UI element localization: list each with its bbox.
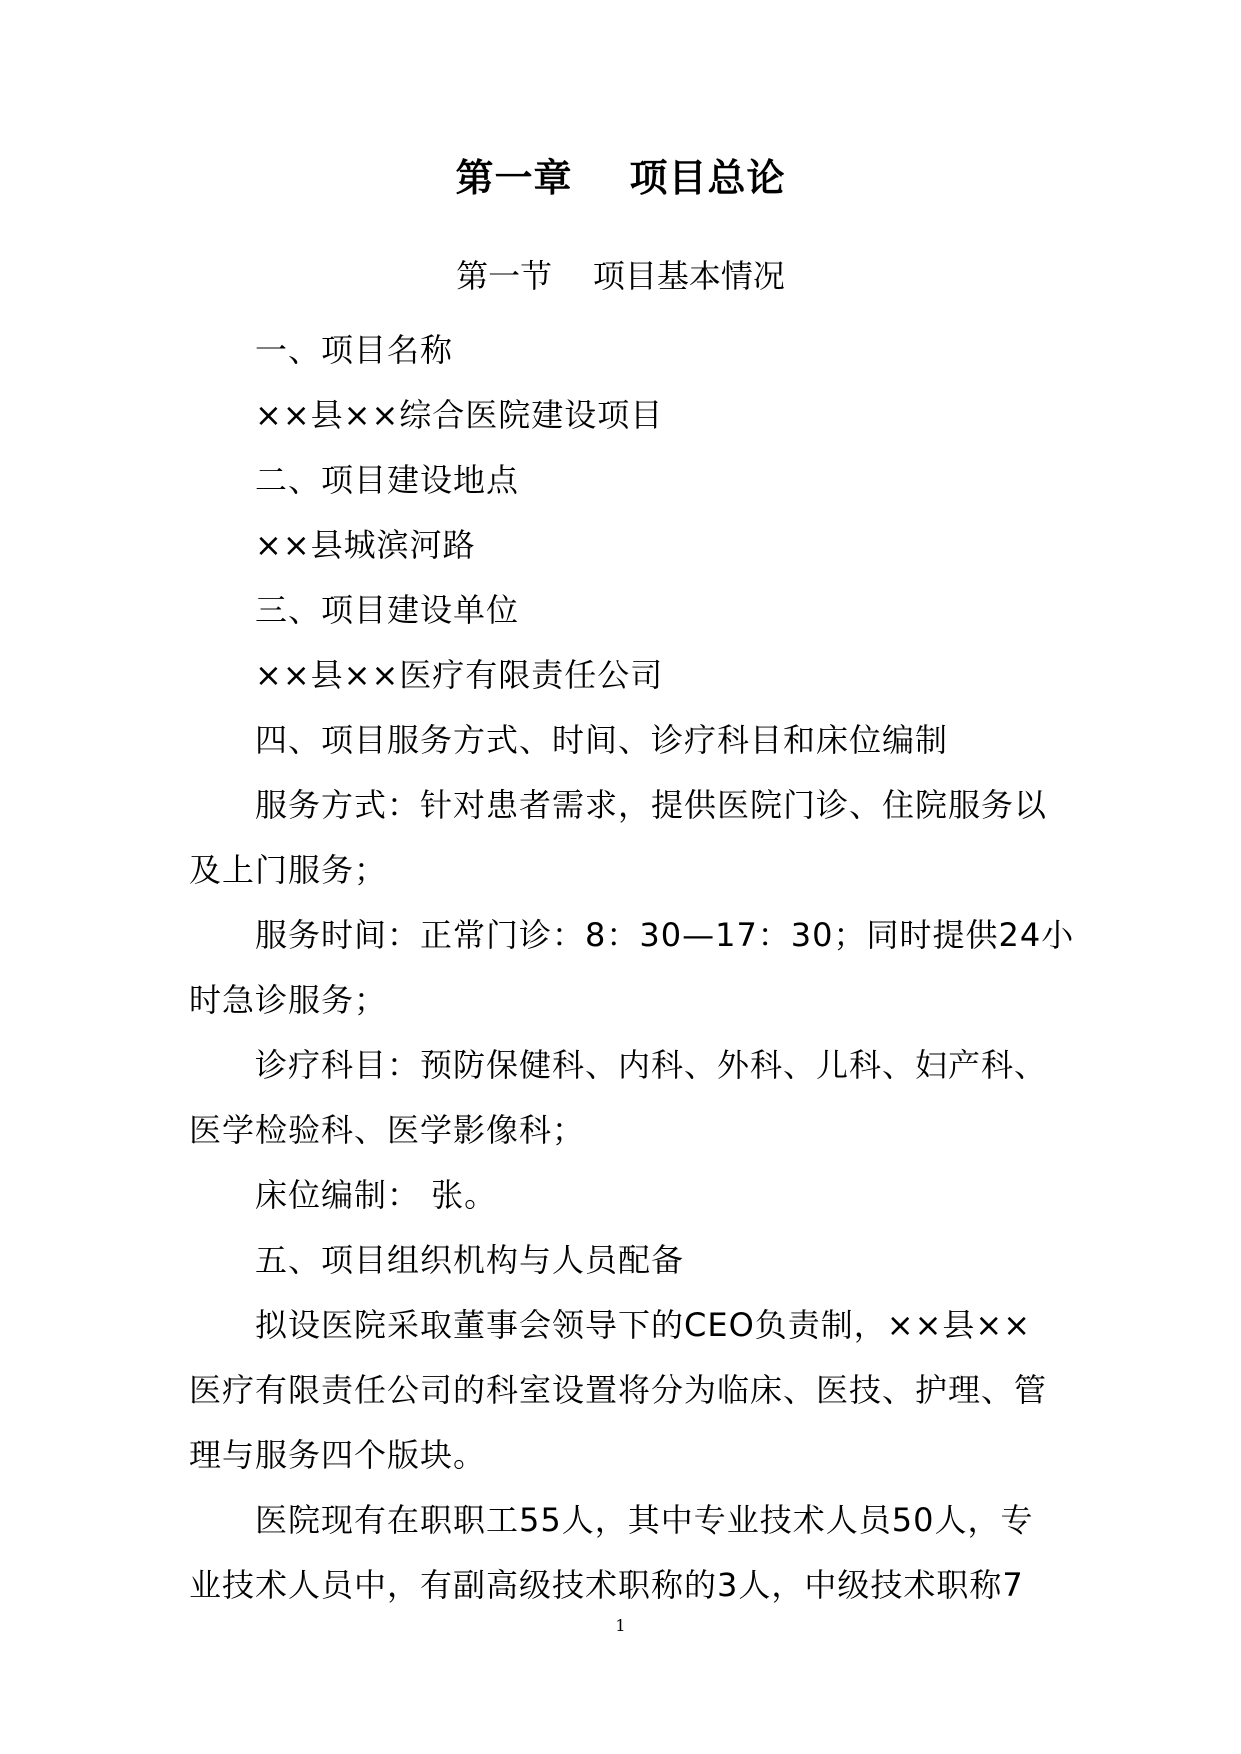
page-number: 1 <box>615 1616 626 1635</box>
text-line: 一、项目名称 <box>255 331 454 369</box>
text-line: ××县××综合医院建设项目 <box>255 396 664 434</box>
chapter-title: 第一章 项目总论 <box>455 156 786 200</box>
text-line: 医疗有限责任公司的科室设置将分为临床、医技、护理、管 <box>189 1371 1048 1409</box>
text-line: 业技术人员中，有副高级技术职称的3人，中级技术职称7 <box>189 1566 1024 1604</box>
text-line: 服务时间：正常门诊：8：30—17：30；同时提供24小 <box>255 916 1075 954</box>
text-line: 五、项目组织机构与人员配备 <box>255 1241 685 1279</box>
text-line: 床位编制： 张。 <box>255 1176 498 1214</box>
text-line: ××县××医疗有限责任公司 <box>255 656 664 694</box>
text-line: 四、项目服务方式、时间、诊疗科目和床位编制 <box>255 721 949 759</box>
text-line: 时急诊服务； <box>189 981 388 1019</box>
text-line: ××县城滨河路 <box>255 526 476 564</box>
text-line: 理与服务四个版块。 <box>189 1436 487 1474</box>
document-body <box>189 318 1075 1618</box>
section-title: 第一节 项目基本情况 <box>456 257 785 295</box>
text-line: 服务方式：针对患者需求，提供医院门诊、住院服务以 <box>255 786 1048 824</box>
text-line: 医院现有在职职工55人，其中专业技术人员50人，专 <box>255 1501 1034 1539</box>
text-line: 医学检验科、医学影像科； <box>189 1111 586 1149</box>
text-line: 二、项目建设地点 <box>255 461 520 499</box>
text-line: 诊疗科目：预防保健科、内科、外科、儿科、妇产科、 <box>255 1046 1048 1084</box>
text-line: 拟设医院采取董事会领导下的CEO负责制，××县×× <box>255 1306 1032 1344</box>
text-line: 及上门服务； <box>189 851 388 889</box>
text-line: 三、项目建设单位 <box>255 591 520 629</box>
